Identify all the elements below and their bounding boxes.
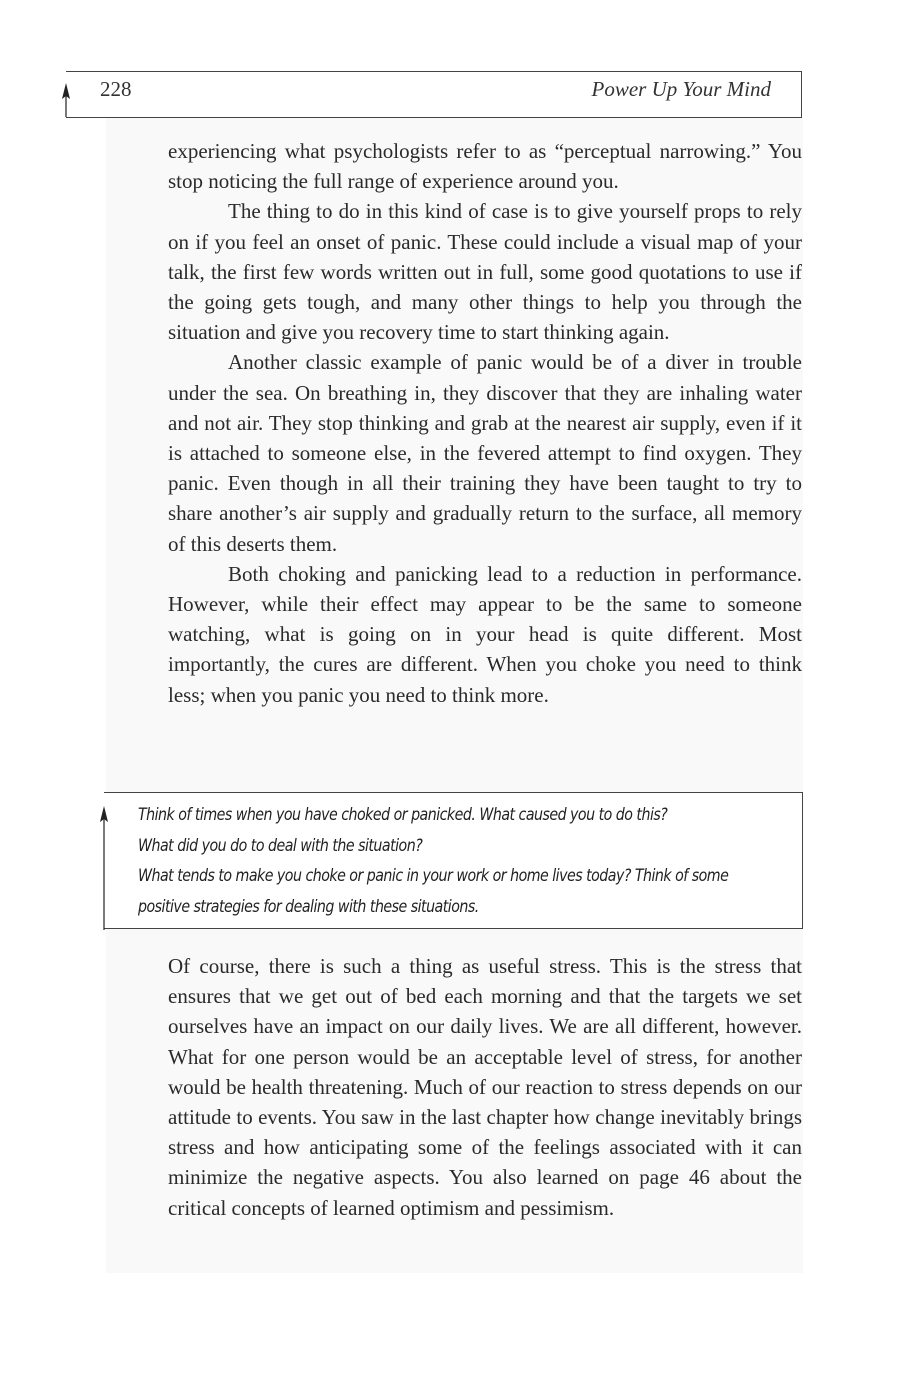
callout-line: Think of times when you have choked or panicked. What caused you to do this?	[138, 805, 668, 824]
callout-line: positive strategies for dealing with these situations.	[138, 896, 479, 916]
paragraph: experiencing what psychologists refer to as “perceptual narrowing.” You stop noticing the full range of experience around you.	[168, 139, 802, 194]
body-text-top	[168, 136, 802, 710]
paragraph: Both choking and panicking lead to a reduction in performance. However, while their effect may appear to be the same to someone watching, what is going on in your head is quite different. Most importantly, the cures are different. When you choke you need to think less; when you panic you need to think more.	[168, 561, 802, 707]
callout-line: What tends to make you choke or panic in your work or home lives today? Think of some	[138, 866, 729, 885]
paragraph: Of course, there is such a thing as useful stress. This is the stress that ensures that we get out of bed each morning and that the targets we set ourselves have an impact on our daily lives. We are all different, however. What for one person would be an acceptable level of stress, for another would be health threatening. Much of our reaction to stress depends on our attitude to events. You saw in the last chapter how change inevitably brings stress and how anticipating some of the feelings associated with it can minimize the negative aspects. You also learned on page 46 about the critical concepts of learned optimism and pessimism.	[168, 954, 802, 1220]
callout-line: What did you do to deal with the situation?	[138, 835, 423, 855]
page-number: 228	[100, 77, 132, 101]
body-text-bottom	[168, 951, 802, 1223]
paragraph: Another classic example of panic would be of a diver in trouble under the sea. On breathing in, they discover that they are inhaling water and not air. They stop thinking and grab at the nearest air supply, even if it is attached to someone else, in the fevered attempt to find oxygen. They panic. Even though in all their training they have been taught to try to share another’s air supply and gradually return to the surface, all memory of this deserts them.	[168, 350, 802, 556]
running-title: Power Up Your Mind	[591, 77, 771, 101]
paragraph: The thing to do in this kind of case is to give yourself props to rely on if you feel an onset of panic. These could include a visual map of your talk, the first few words written out in full, some good quotations to use if the going gets tough, and many other things to help you through the situation and give you recovery time to start thinking again.	[168, 199, 802, 345]
callout-text	[138, 800, 788, 922]
callout-arrow-icon	[100, 806, 108, 930]
header-arrow-icon	[62, 83, 70, 117]
